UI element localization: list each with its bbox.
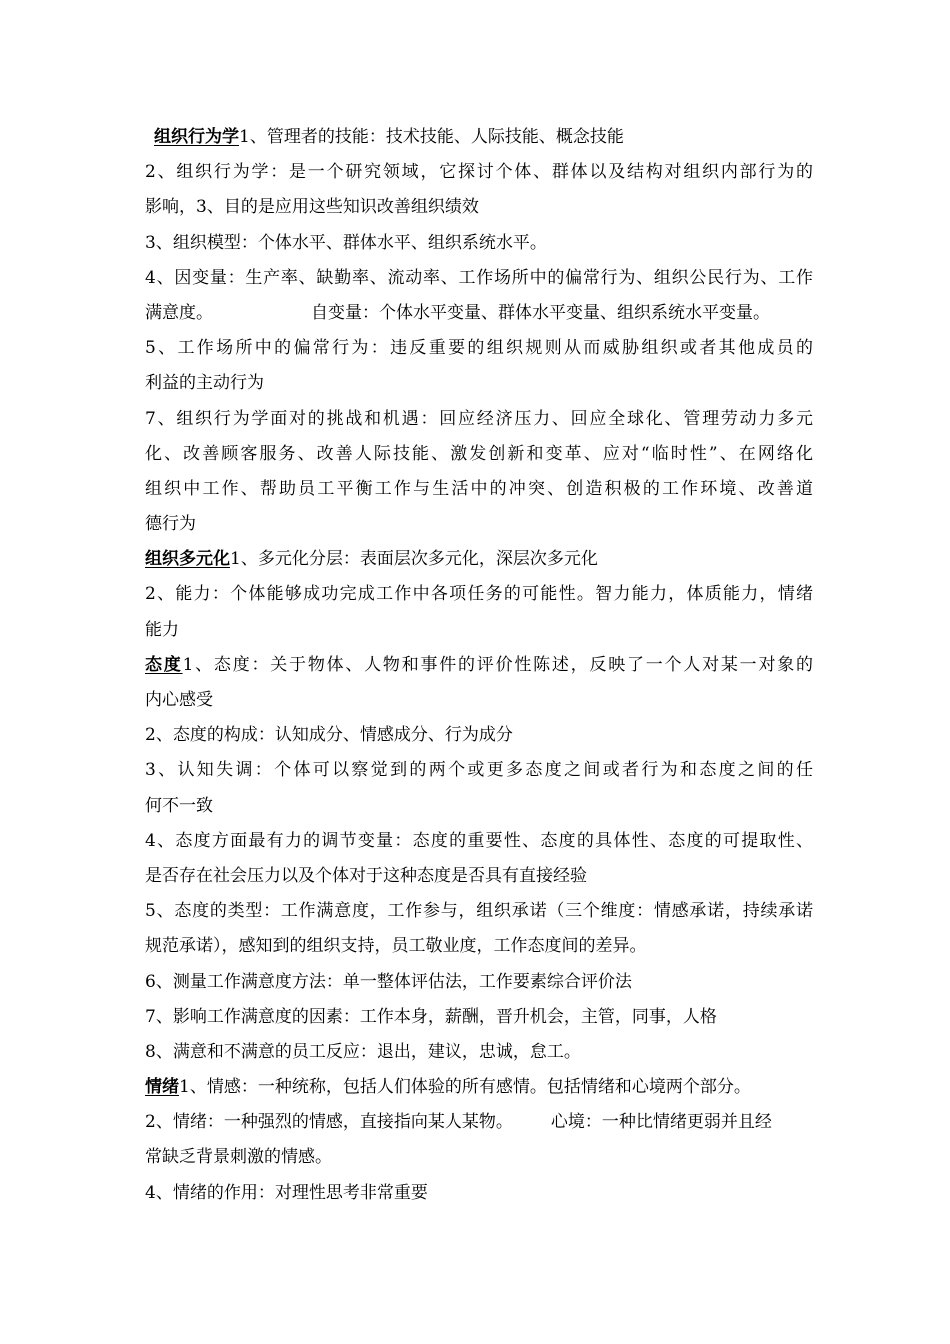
section-line — [145, 120, 813, 155]
text-line: 2、态度的构成：认知成分、情感成分、行为成分 — [145, 725, 513, 746]
section-heading-org-behavior: 组织行为学 — [154, 127, 239, 147]
text-line: 何不一致 — [145, 795, 213, 816]
text-line: 3、组织模型：个体水平、群体水平、组织系统水平。 — [145, 232, 547, 253]
text-line: 4、情绪的作用：对理性思考非常重要 — [145, 1182, 428, 1203]
text-line: 化、改善顾客服务、改善人际技能、激发创新和变革、应对“临时性”、在网络化 — [145, 443, 813, 464]
text-line: 德行为 — [145, 514, 196, 535]
text-line: 影响，3、目的是应用这些知识改善组织绩效 — [145, 197, 479, 218]
text-line: 1、态度：关于物体、人物和事件的评价性陈述，反映了一个人对某一对象的 — [182, 654, 813, 675]
text-line: 2、能力：个体能够成功完成工作中各项任务的可能性。智力能力，体质能力，情绪 — [145, 584, 813, 605]
text-line: 4、态度方面最有力的调节变量：态度的重要性、态度的具体性、态度的可提取性、 — [145, 830, 813, 851]
text-line: 能力 — [145, 619, 179, 640]
text-line: 5、工作场所中的偏常行为：违反重要的组织规则从而威胁组织或者其他成员的 — [145, 338, 813, 359]
section-heading-attitude: 态度 — [145, 654, 183, 675]
section-line — [145, 542, 813, 577]
text-line: 7、影响工作满意度的因素：工作本身，薪酬，晋升机会，主管，同事，人格 — [145, 1006, 717, 1027]
text-line: 5、态度的类型：工作满意度，工作参与，组织承诺（三个维度：情感承诺，持续承诺 — [145, 901, 813, 922]
text-line: 内心感受 — [145, 690, 213, 710]
text-line: 2、组织行为学：是一个研究领域，它探讨个体、群体以及结构对组织内部行为的 — [145, 162, 813, 183]
text-line: 8、满意和不满意的员工反应：退出，建议，忠诚，怠工。 — [145, 1041, 581, 1062]
text-line: 规范承诺），感知到的组织支持，员工敬业度，工作态度间的差异。 — [145, 936, 647, 957]
text-line: 3、认知失调：个体可以察觉到的两个或更多态度之间或者行为和态度之间的任 — [145, 760, 813, 781]
text-line: 7、组织行为学面对的挑战和机遇：回应经济压力、回应全球化、管理劳动力多元 — [145, 408, 813, 429]
section-line — [145, 1105, 813, 1140]
section-line — [145, 648, 813, 683]
text-line: 利益的主动行为 — [145, 373, 264, 394]
text-fragment: 2、情绪：一种强烈的情感，直接指向某人某物。 — [145, 1112, 513, 1133]
text-fragment: 自变量：个体水平变量、群体水平变量、组织系统水平变量。 — [311, 302, 770, 323]
text-line: 4、因变量：生产率、缺勤率、流动率、工作场所中的偏常行为、组织公民行为、工作 — [145, 267, 813, 288]
text-line: 1、情感：一种统称，包括人们体验的所有感情。包括情绪和心境两个部分。 — [179, 1077, 751, 1098]
text-line: 是否存在社会压力以及个体对于这种态度是否具有直接经验 — [145, 865, 587, 886]
text-line: 6、测量工作满意度方法：单一整体评估法，工作要素综合评价法 — [145, 971, 632, 992]
section-line — [145, 296, 813, 331]
text-line: 常缺乏背景刺激的情感。 — [145, 1147, 332, 1168]
section-heading-diversity: 组织多元化 — [145, 549, 230, 570]
section-line — [145, 1070, 813, 1105]
section-heading-emotion: 情绪 — [145, 1077, 179, 1098]
document-body — [145, 120, 813, 1211]
text-fragment: 满意度。 — [145, 302, 213, 323]
text-line: 1、管理者的技能：技术技能、人际技能、概念技能 — [239, 127, 624, 147]
text-line: 组织中工作、帮助员工平衡工作与生活中的冲突、创造积极的工作环境、改善道 — [145, 478, 813, 499]
text-fragment: 心境：一种比情绪更弱并且经 — [550, 1112, 772, 1133]
text-line: 1、多元化分层：表面层次多元化，深层次多元化 — [230, 549, 598, 570]
